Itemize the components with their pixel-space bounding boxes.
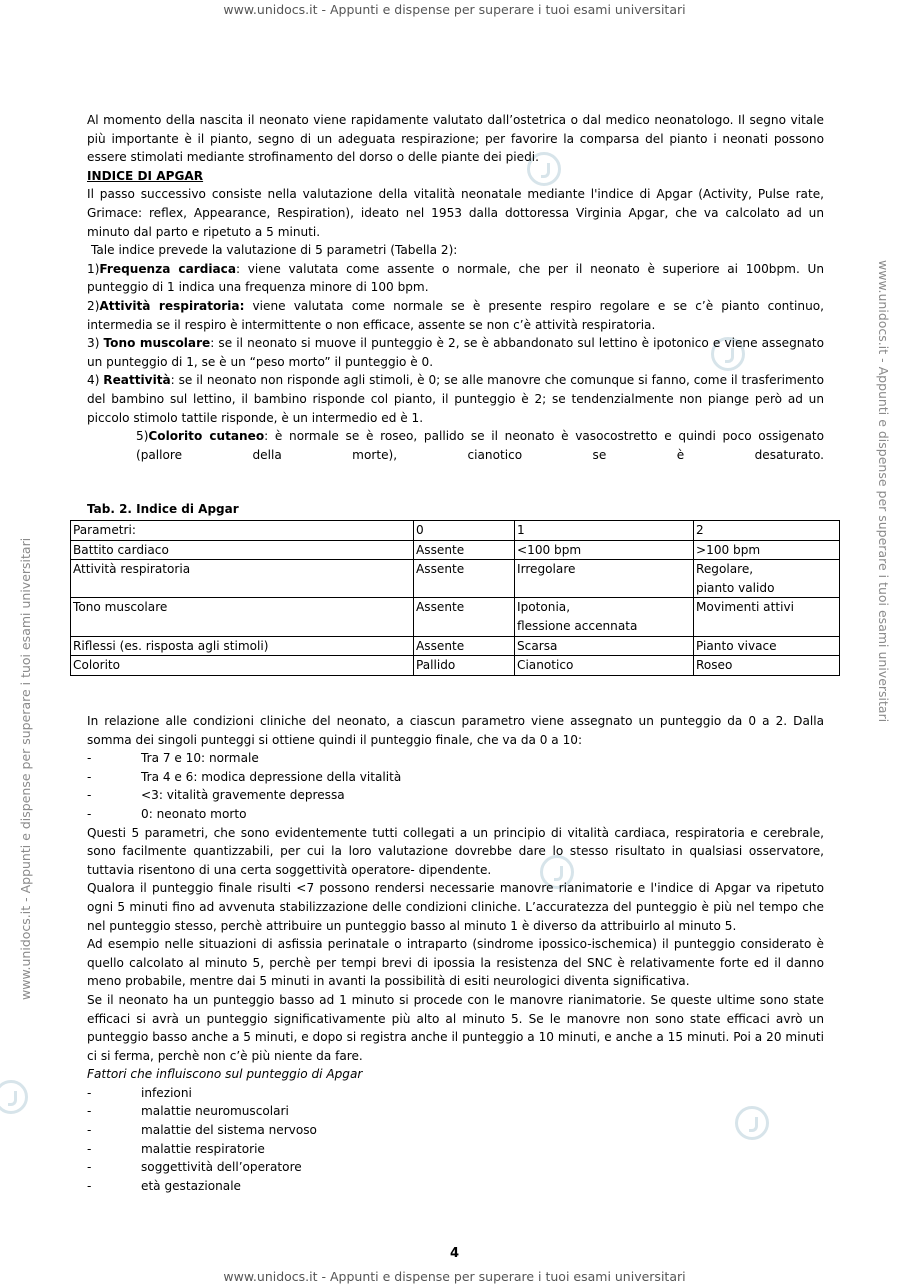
list-item [87, 1177, 824, 1196]
intro-paragraph: Al momento della nascita il neonato viene rapidamente valutato dall’ostetrica o dal medico neonatologo. Il segno vitale più importante è il pianto, segno di un adeguata respirazione; per favorire la comparsa del pianto i neonati possono essere stimolati mediante strofinamento del dorso o delle piante dei piedi. [87, 113, 824, 165]
list-marker: - [87, 769, 92, 784]
table-row [71, 636, 840, 656]
table-cell: <100 bpm [515, 540, 694, 560]
questi-paragraph: Questi 5 parametri, che sono evidentemente tutti collegati a un principio di vitalità cardiaca, respiratoria e cerebrale, sono facilmente quantizzabili, per cui la loro valutazione dovrebbe dare lo stesso risultato in qualsiasi osservatore, tuttavia risentono di una certa soggettività operatore- dipendente. [87, 825, 824, 877]
table-cell: Assente [414, 636, 515, 656]
table-row [71, 598, 840, 636]
basso-paragraph: Se il neonato ha un punteggio basso ad 1 minuto si procede con le manovre rianimatorie. Se queste ultime sono state efficaci si avrà un punteggio significativamente più alto al minuto 5. Se le manovre non sono state efficaci avrò un punteggio basso anche a 5 minuti, e dopo si registra anche il punteggio a 10 minuti, e anche a 15 minuti. Poi a 20 minuti ci si ferma, perchè non c’è più niente da fare. [87, 992, 824, 1063]
list-item [87, 1102, 824, 1121]
table-cell: Battito cardiaco [71, 540, 414, 560]
list-item-text: malattie del sistema nervoso [141, 1123, 317, 1138]
list-item-text: 0: neonato morto [141, 806, 247, 821]
table-cell: Assente [414, 540, 515, 560]
table-row [71, 560, 840, 598]
document-body [87, 111, 824, 464]
left-side-banner: www.unidocs.it - Appunti e dispense per superare i tuoi esami universitari [18, 537, 33, 1000]
table-cell: Irregolare [515, 560, 694, 598]
list-item [87, 749, 824, 768]
table-cell: 2 [694, 521, 840, 541]
params-intro: Tale indice prevede la valutazione di 5 parametri (Tabella 2): [91, 243, 458, 258]
param-item: 2)Attività respiratoria: viene valutata come normale se è presente respiro regolare e se c’è pianto continuo, intermedia se il respiro è intermittente o non efficace, assente se non c’è attività respiratoria. [87, 298, 824, 332]
list-marker: - [87, 1178, 92, 1193]
list-item [87, 1084, 824, 1103]
list-item-text: soggettività dell’operatore [141, 1160, 302, 1175]
list-item-text: Tra 7 e 10: normale [141, 751, 259, 766]
list-marker: - [87, 1160, 92, 1175]
header-banner: www.unidocs.it - Appunti e dispense per superare i tuoi esami universitari [223, 2, 686, 17]
table-cell: Attività respiratoria [71, 560, 414, 598]
list-marker: - [87, 788, 92, 803]
list-item-text: <3: vitalità gravemente depressa [141, 788, 345, 803]
param-item: 1)Frequenza cardiaca: viene valutata come assente o normale, che per il neonato è superiore ai 100bpm. Un punteggio di 1 indica una frequenza minore di 100 bpm. [87, 261, 824, 295]
list-marker: - [87, 1085, 92, 1100]
list-item-text: età gestazionale [141, 1178, 241, 1193]
table-title: Tab. 2. Indice di Apgar [87, 502, 239, 516]
apgar-table [70, 520, 840, 676]
list-marker: - [87, 1104, 92, 1119]
table-cell: Regolare, pianto valido [694, 560, 840, 598]
footer-banner: www.unidocs.it - Appunti e dispense per superare i tuoi esami universitari [223, 1269, 686, 1284]
factors-list [87, 1084, 824, 1196]
table-row [71, 656, 840, 676]
list-item [87, 768, 824, 787]
table-cell: >100 bpm [694, 540, 840, 560]
score-paragraph: In relazione alle condizioni cliniche del neonato, a ciascun parametro viene assegnato un punteggio da 0 a 2. Dalla somma dei singoli punteggi si ottiene quindi il punteggio finale, che va da 0 a 10: [87, 714, 824, 747]
list-item [87, 1158, 824, 1177]
list-marker: - [87, 751, 92, 766]
table-cell: Assente [414, 598, 515, 636]
list-item [87, 786, 824, 805]
list-marker: - [87, 806, 92, 821]
document-body-continued [87, 712, 824, 1195]
table-cell: Riflessi (es. risposta agli stimoli) [71, 636, 414, 656]
table-cell: Scarsa [515, 636, 694, 656]
param-item: 4) Reattività: se il neonato non risponde agli stimoli, è 0; se alle manovre che comunque si fanno, come il trasferimento del bambino sul lettino, il bambino risponde col pianto, il punteggio è 2; se tendenzialmente non piange però ad un piccolo stimolo tattile risponde, è un intermedio ed è 1. [87, 373, 824, 425]
param-item: 5)Colorito cutaneo: è normale se è roseo, pallido se il neonato è vasocostretto e quindi poco ossigenato (pallore della morte), cianotico se è desaturato. [136, 429, 824, 462]
page-number: 4 [449, 1246, 460, 1261]
list-marker: - [87, 1141, 92, 1156]
table-cell: Colorito [71, 656, 414, 676]
table-cell: Parametri: [71, 521, 414, 541]
list-item [87, 1140, 824, 1159]
section-heading: INDICE DI APGAR [87, 168, 204, 183]
list-item-text: infezioni [141, 1085, 192, 1100]
table-cell: Ipotonia, flessione accennata [515, 598, 694, 636]
list-item [87, 1121, 824, 1140]
table-header-row [71, 521, 840, 541]
table-cell: Pianto vivace [694, 636, 840, 656]
table-cell: 0 [414, 521, 515, 541]
table-cell: Cianotico [515, 656, 694, 676]
param-item: 3) Tono muscolare: se il neonato si muove il punteggio è 2, se è abbandonato sul lettino è ipotonico e viene assegnato un punteggio di 1, se è un “peso morto” il punteggio è 0. [87, 336, 824, 369]
watermark-logo-icon [0, 1080, 28, 1114]
apgar-paragraph: Il passo successivo consiste nella valutazione della vitalità neonatale mediante l'indice di Apgar (Activity, Pulse rate, Grimace: reflex, Appearance, Respiration), ideato nel 1953 dalla dottoressa Virginia Apgar, che va calcolato ad un minuto dal parto e ripetuto a 5 minuti. [87, 187, 824, 239]
qualora-paragraph: Qualora il punteggio finale risulti <7 possono rendersi necessarie manovre rianimatorie e l'indice di Apgar va ripetuto ogni 5 minuti fino ad avvenuta stabilizzazione delle condizioni cliniche. L’accuratezza del punteggio è più nel tempo che nel punteggio stesso, perchè attribuire un punteggio basso al minuto 1 è diverso da attribuirlo al minuto 5. [87, 881, 824, 933]
list-item-text: malattie respiratorie [141, 1141, 265, 1156]
right-side-banner: www.unidocs.it - Appunti e dispense per superare i tuoi esami universitari [876, 260, 891, 723]
table-cell: Tono muscolare [71, 598, 414, 636]
table-cell: Roseo [694, 656, 840, 676]
table-cell: Movimenti attivi [694, 598, 840, 636]
list-item-text: Tra 4 e 6: modica depressione della vitalità [141, 769, 402, 784]
table-cell: 1 [515, 521, 694, 541]
list-marker: - [87, 1123, 92, 1138]
esempio-paragraph: Ad esempio nelle situazioni di asfissia perinatale o intraparto (sindrome ipossico-ischemica) il punteggio considerato è quello calcolato al minuto 5, perchè per tempi brevi di ipossia la resistenza del SNC è relativamente forte ed il danno meno probabile, mentre dai 5 minuti in avanti la possibilità di esiti neurologici diventa significativa. [87, 937, 824, 989]
scores-list [87, 749, 824, 823]
list-item [87, 805, 824, 824]
table-cell: Assente [414, 560, 515, 598]
table-row [71, 540, 840, 560]
table-cell: Pallido [414, 656, 515, 676]
factors-title: Fattori che influiscono sul punteggio di Apgar [87, 1067, 363, 1082]
list-item-text: malattie neuromuscolari [141, 1104, 289, 1119]
